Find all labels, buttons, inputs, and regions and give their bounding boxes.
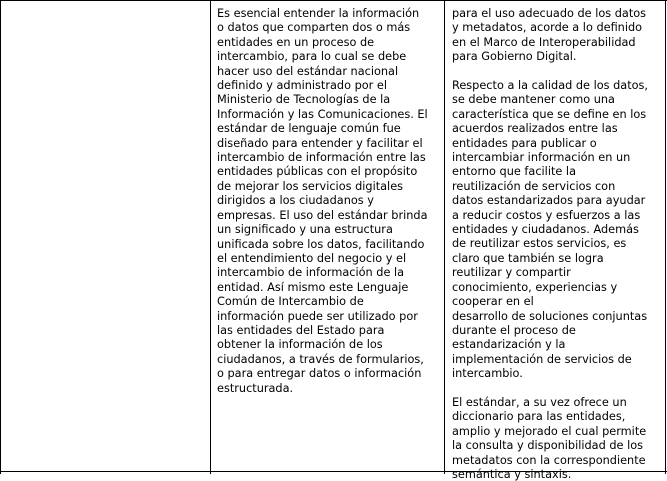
- text-line: estructurada.: [217, 381, 294, 395]
- text-line: un significado y una estructura: [217, 223, 393, 237]
- text-line: a reducir costos y esfuerzos a las: [452, 208, 641, 222]
- text-line: en el Marco de Interoperabilidad: [452, 35, 636, 49]
- text-line: cooperar en el: [452, 295, 534, 309]
- table-cell-empty: [1, 0, 210, 474]
- text-line: claro que también se logra: [452, 251, 604, 265]
- text-line: obtener la información de los: [217, 338, 383, 352]
- text-line: intercambio de información entre las: [217, 151, 426, 165]
- text-line: entidad. Así mismo este Lenguaje: [217, 280, 409, 294]
- text-line: característica que se define en los: [452, 107, 647, 121]
- paragraph-uso-datos: [452, 7, 664, 65]
- text-line: Es esencial entender la información: [217, 7, 420, 20]
- text-line: amplio y mejorado el cual permite: [452, 424, 647, 438]
- text-line: reutilización de servicios con: [452, 179, 616, 193]
- text-line: conocimiento, experiencias y: [452, 280, 618, 294]
- text-line: para el uso adecuado de los datos: [452, 7, 647, 20]
- text-line: entidades en un proceso de: [217, 35, 375, 49]
- text-line: diccionario para las entidades,: [452, 410, 626, 424]
- text-line: dirigidos a los ciudadanos y: [217, 194, 374, 208]
- text-line: intercambiar información en un: [452, 151, 631, 165]
- text-line: ciudadanos, a través de formularios,: [217, 352, 424, 366]
- text-line: o datos que comparten dos o más: [217, 21, 411, 35]
- text-line: Respecto a la calidad de los datos,: [452, 79, 649, 93]
- text-line: semántica y sintaxis.: [452, 467, 572, 481]
- text-line: la consulta y disponibilidad de los: [452, 439, 644, 453]
- text-line: estándar de lenguaje común fue: [217, 122, 401, 136]
- text-line: y metadatos, acorde a lo definido: [452, 21, 643, 35]
- text-line: entidades y ciudadanos. Además: [452, 223, 639, 237]
- text-line: durante el proceso de: [452, 323, 576, 337]
- text-line: empresas. El uso del estándar brinda: [217, 208, 428, 222]
- text-line: hacer uso del estándar nacional: [217, 64, 399, 78]
- text-line: intercambio, para lo cual se debe: [217, 50, 407, 64]
- text-line: de mejorar los servicios digitales: [217, 179, 404, 193]
- table-border-right: [665, 0, 666, 474]
- text-line: para Gobierno Digital.: [452, 50, 577, 64]
- text-line: implementación de servicios de: [452, 352, 632, 366]
- table-cell-calidad-datos: [452, 7, 664, 481]
- text-line: desarrollo de soluciones conjuntas: [452, 309, 648, 323]
- text-line: las entidades del Estado para: [217, 323, 385, 337]
- paragraph-estandar-diccionario: [452, 396, 664, 481]
- text-line: metadatos con la correspondiente: [452, 453, 646, 467]
- text-line: entidades públicas con el propósito: [217, 165, 418, 179]
- text-line: intercambio de información de la: [217, 266, 405, 280]
- text-line: intercambio.: [452, 367, 523, 381]
- paragraph-calidad-datos: [452, 79, 664, 382]
- text-line: Común de Intercambio de: [217, 295, 364, 309]
- text-line: Ministerio de Tecnologías de la: [217, 93, 391, 107]
- text-line: se debe mantener como una: [452, 93, 615, 107]
- text-line: datos estandarizados para ayudar: [452, 194, 646, 208]
- table-cell-lenguaje-comun: [217, 7, 441, 481]
- table-divider-2: [444, 0, 445, 474]
- text-line: información puede ser utilizado por: [217, 309, 418, 323]
- text-line: o para entregar datos o información: [217, 367, 422, 381]
- text-line: acuerdos realizados entre las: [452, 122, 618, 136]
- text-line: El estándar, a su vez ofrece un: [452, 395, 627, 409]
- text-line: de reutilizar estos servicios, es: [452, 237, 627, 251]
- text-line: diseñado para entender y facilitar el: [217, 136, 423, 150]
- text-line: estandarización y la: [452, 338, 566, 352]
- text-line: definido y administrado por el: [217, 79, 387, 93]
- text-line: unificada sobre los datos, facilitando: [217, 237, 425, 251]
- text-line: Información y las Comunicaciones. El: [217, 107, 428, 121]
- text-line: reutilizar y compartir: [452, 266, 571, 280]
- text-line: entorno que facilite la: [452, 165, 576, 179]
- table-divider-1: [210, 0, 211, 474]
- text-line: entidades para publicar o: [452, 136, 597, 150]
- text-line: el entendimiento del negocio y el: [217, 251, 407, 265]
